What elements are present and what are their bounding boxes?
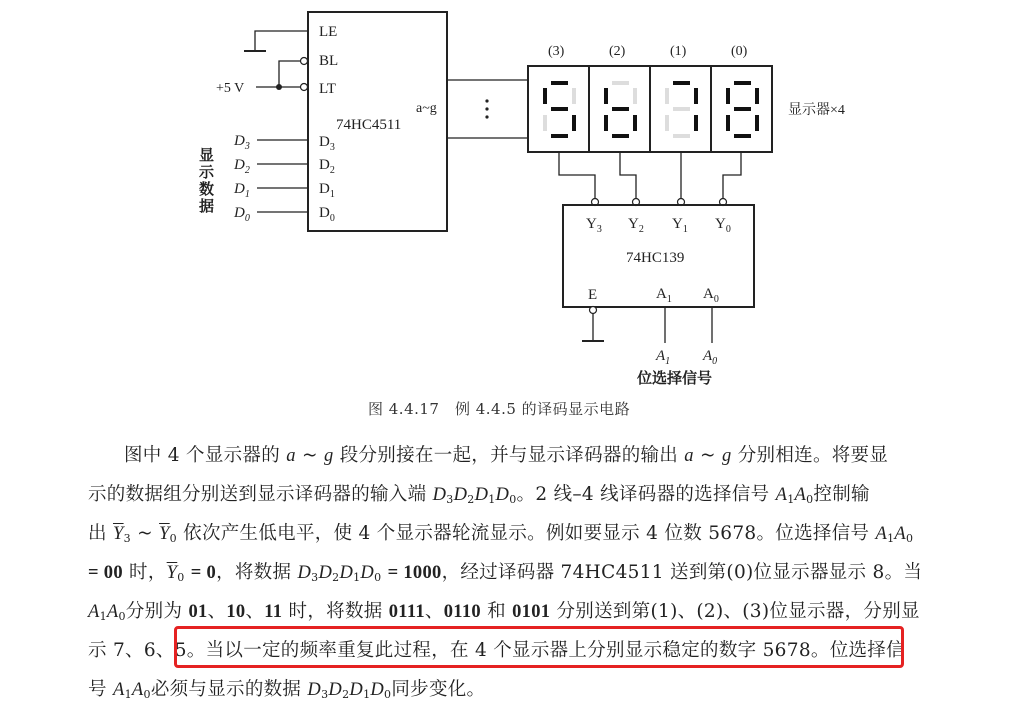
paragraph-line-7: 号 $A_1A_0$必须与显示的数据 $D_3D_2D_1D_0$同步变化。 (88, 679, 486, 701)
figure-caption: 图 4.4.17 例 4.4.5 的译码显示电路 (368, 400, 631, 418)
pin-d3: $D_3$ (319, 134, 335, 153)
display-pos-1: (1) (670, 44, 687, 59)
display-pos-0: (0) (731, 44, 748, 59)
bl-wire (279, 61, 300, 87)
body-paragraph (88, 436, 1018, 709)
pin-d1: $D_1$ (319, 181, 335, 200)
input-d1: $D_1$ (234, 181, 250, 200)
seven-seg-digit-7 (665, 81, 698, 138)
pin-bl: BL (319, 53, 339, 69)
bl-inversion-bubble (301, 58, 308, 65)
paragraph-line-5: $A_1A_0$分别为 01、10、11 时，将数据 0111、0110 和 0101 分别送到第(1)、(2)、(3)位显示器，分别显 (88, 601, 920, 623)
le-ground-wire (255, 31, 308, 50)
highlighted-sentence: 当以一定的频率重复此过程，在 4 个显示器上分别显示稳定的数字 5678。 (205, 640, 830, 661)
svg-text:Y0: $Y_0$ (715, 216, 731, 235)
paragraph-line-3: 出 $\overline{Y}_3$ ~ $\overline{Y}_0$ 依次产生低电平，使 4 个显示器轮流显示。例如要显示 4 位数 5678。位选择信号 $A_1A_0$ (88, 523, 914, 545)
display-pos-3: (3) (548, 44, 565, 59)
input-d2: $D_2$ (234, 157, 250, 176)
svg-text:Y1: $Y_1$ (672, 216, 688, 235)
pin-e: E (588, 287, 598, 303)
junction-dot (276, 84, 282, 90)
seven-seg-digit-5 (543, 81, 576, 138)
paragraph-line-4: = 00 时，$\overline{Y}_0 = 0$，将数据 $D_3D_2D_1D_0 = 1000$，经过译码器 74HC4511 送到第(0)位显示器显示 8。当 (88, 562, 923, 584)
pin-a0: $A_0$ (703, 286, 719, 305)
paragraph-line-6: 示 7、6、5。当以一定的频率重复此过程，在 4 个显示器上分别显示稳定的数字 5678。位选择信 (88, 640, 905, 661)
pin-lt: LT (319, 81, 336, 97)
pin-d2: $D_2$ (319, 157, 335, 176)
display-pos-2: (2) (609, 44, 626, 59)
supply-label: +5 V (216, 81, 245, 96)
lt-inversion-bubble (301, 84, 308, 91)
paragraph-line-1: 图中 4 个显示器的 a ~ g 段分别接在一起，并与显示译码器的输出 a ~ g 分别相连。将要显 (124, 445, 889, 466)
input-d0: $D_0$ (234, 205, 250, 224)
paragraph-line-2: 示的数据组分别送到显示译码器的输入端 $D_3D_2D_1D_0$。2 线–4 线译码器的选择信号 $A_1A_0$控制输 (88, 484, 870, 506)
select-signal-label: 位选择信号 (637, 371, 713, 387)
display-count-label: 显示器×4 (788, 103, 845, 118)
pin-le: LE (319, 24, 338, 40)
svg-text:Y3: $Y_3$ (586, 216, 602, 235)
decoder-chip-name: 74HC4511 (336, 117, 402, 133)
data-group-label: 显 示 数 据 (199, 148, 215, 215)
pin-d0: $D_0$ (319, 205, 335, 224)
input-d3: $D_3$ (234, 133, 250, 152)
input-a1: $A_1$ (656, 348, 671, 367)
input-a0: $A_0$ (703, 348, 718, 367)
decoder-output-label: a~g (416, 101, 437, 116)
svg-text:Y2: $Y_2$ (628, 216, 644, 235)
highlight-box (174, 626, 904, 668)
selector-chip-name: 74HC139 (626, 250, 685, 266)
seven-seg-digit-8 (726, 81, 759, 138)
seven-seg-digit-6 (604, 81, 637, 138)
pin-a1: $A_1$ (656, 286, 672, 305)
